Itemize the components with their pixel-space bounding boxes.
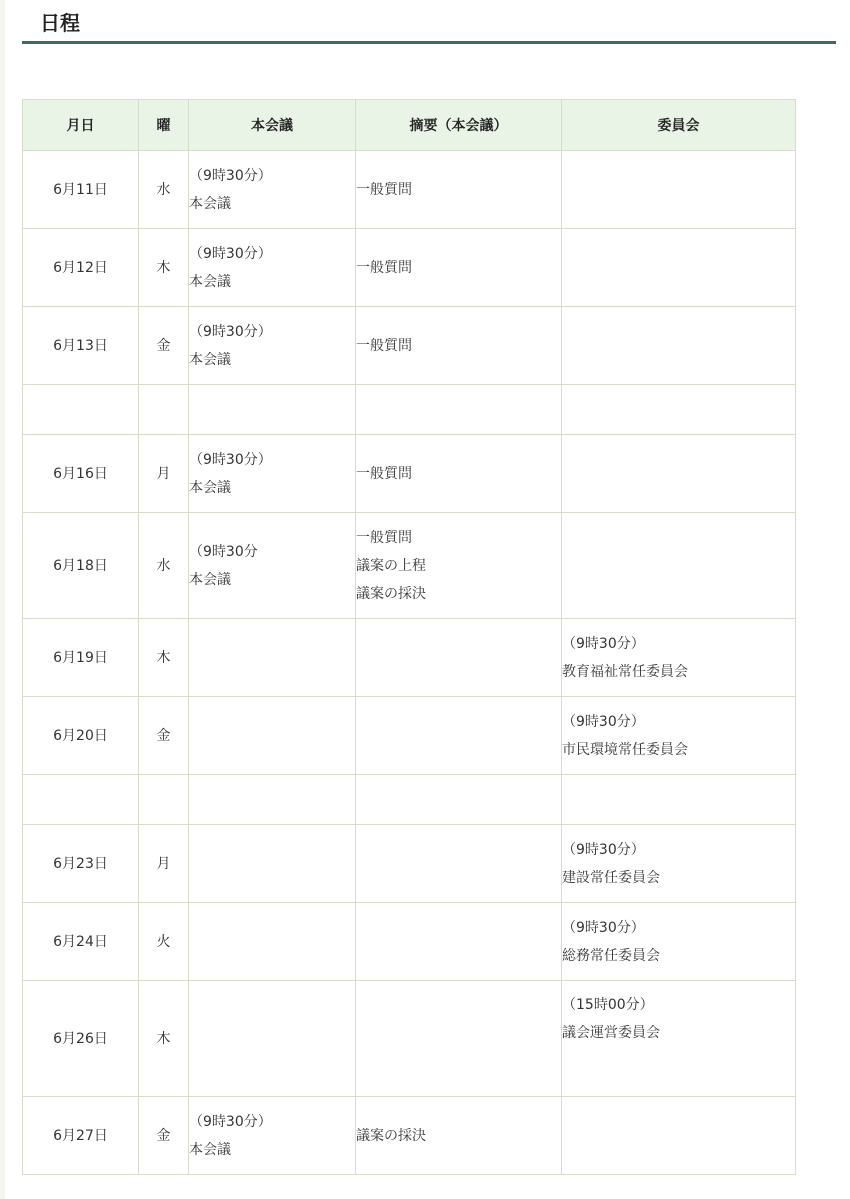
section-heading	[22, 0, 836, 44]
summary-cell	[356, 775, 562, 825]
summary-cell	[356, 981, 562, 1097]
plenary-cell	[189, 435, 356, 513]
plenary-time: （9時30分）	[189, 323, 272, 340]
date-cell: 6月24日	[23, 903, 139, 981]
summary-item: 一般質問	[356, 337, 412, 354]
table-row	[23, 229, 796, 307]
section-title: 日程	[40, 11, 80, 35]
date-cell: 6月18日	[23, 513, 139, 619]
plenary-label: 本会議	[189, 273, 231, 290]
weekday-cell: 水	[139, 513, 189, 619]
summary-cell	[356, 435, 562, 513]
date-cell: 6月16日	[23, 435, 139, 513]
column-header-committee: 委員会	[562, 100, 796, 151]
weekday-cell: 金	[139, 697, 189, 775]
plenary-cell	[189, 229, 356, 307]
committee-time: （9時30分）	[562, 919, 645, 936]
date-cell: 6月23日	[23, 825, 139, 903]
committee-name: 総務常任委員会	[562, 947, 660, 964]
plenary-cell	[189, 151, 356, 229]
committee-cell	[562, 775, 796, 825]
plenary-cell	[189, 1097, 356, 1175]
table-row	[23, 151, 796, 229]
committee-cell	[562, 151, 796, 229]
committee-cell	[562, 981, 796, 1097]
plenary-time: （9時30分	[189, 543, 258, 560]
committee-cell	[562, 619, 796, 697]
weekday-cell: 金	[139, 1097, 189, 1175]
committee-name: 教育福祉常任委員会	[562, 663, 688, 680]
committee-cell	[562, 825, 796, 903]
date-cell: 6月13日	[23, 307, 139, 385]
plenary-time: （9時30分）	[189, 167, 272, 184]
table-row	[23, 619, 796, 697]
plenary-label: 本会議	[189, 195, 231, 212]
table-row-empty	[23, 775, 796, 825]
column-header-weekday: 曜	[139, 100, 189, 151]
summary-cell	[356, 229, 562, 307]
table-row	[23, 903, 796, 981]
summary-cell	[356, 385, 562, 435]
weekday-cell	[139, 385, 189, 435]
plenary-label: 本会議	[189, 571, 231, 588]
plenary-time: （9時30分）	[189, 1113, 272, 1130]
plenary-label: 本会議	[189, 351, 231, 368]
table-row	[23, 307, 796, 385]
schedule-table	[22, 99, 796, 1175]
plenary-cell	[189, 775, 356, 825]
summary-cell	[356, 513, 562, 619]
committee-cell	[562, 229, 796, 307]
committee-cell	[562, 697, 796, 775]
plenary-cell	[189, 903, 356, 981]
summary-cell	[356, 903, 562, 981]
table-row	[23, 825, 796, 903]
table-row-empty	[23, 385, 796, 435]
committee-cell	[562, 307, 796, 385]
date-cell	[23, 385, 139, 435]
weekday-cell: 金	[139, 307, 189, 385]
date-cell: 6月19日	[23, 619, 139, 697]
summary-cell	[356, 697, 562, 775]
column-header-summary: 摘要（本会議）	[356, 100, 562, 151]
committee-cell	[562, 1097, 796, 1175]
committee-cell	[562, 513, 796, 619]
committee-cell	[562, 903, 796, 981]
date-cell: 6月26日	[23, 981, 139, 1097]
plenary-time: （9時30分）	[189, 451, 272, 468]
plenary-label: 本会議	[189, 1141, 231, 1158]
committee-time: （9時30分）	[562, 635, 645, 652]
plenary-label: 本会議	[189, 479, 231, 496]
plenary-time: （9時30分）	[189, 245, 272, 262]
summary-cell	[356, 1097, 562, 1175]
committee-cell	[562, 435, 796, 513]
summary-item: 一般質問	[356, 465, 412, 482]
committee-name: 市民環境常任委員会	[562, 741, 688, 758]
summary-item: 議案の上程	[356, 557, 426, 574]
date-cell: 6月27日	[23, 1097, 139, 1175]
committee-name: 建設常任委員会	[562, 869, 660, 886]
weekday-cell: 月	[139, 435, 189, 513]
summary-cell	[356, 825, 562, 903]
committee-time: （15時00分）	[562, 997, 654, 1013]
summary-item: 議案の採決	[356, 1127, 426, 1144]
plenary-cell	[189, 513, 356, 619]
page-left-rail	[0, 0, 5, 1199]
weekday-cell: 火	[139, 903, 189, 981]
column-header-plenary: 本会議	[189, 100, 356, 151]
weekday-cell: 月	[139, 825, 189, 903]
table-row	[23, 513, 796, 619]
column-header-date: 月日	[23, 100, 139, 151]
committee-time: （9時30分）	[562, 713, 645, 730]
summary-cell	[356, 151, 562, 229]
plenary-cell	[189, 619, 356, 697]
table-row	[23, 1097, 796, 1175]
summary-cell	[356, 619, 562, 697]
table-row	[23, 435, 796, 513]
plenary-cell	[189, 825, 356, 903]
committee-name: 議会運営委員会	[562, 1025, 660, 1041]
plenary-cell	[189, 697, 356, 775]
weekday-cell	[139, 775, 189, 825]
summary-item: 議案の採決	[356, 585, 426, 602]
table-row	[23, 981, 796, 1097]
weekday-cell: 木	[139, 981, 189, 1097]
plenary-cell	[189, 307, 356, 385]
plenary-cell	[189, 981, 356, 1097]
summary-item: 一般質問	[356, 259, 412, 276]
date-cell: 6月12日	[23, 229, 139, 307]
weekday-cell: 水	[139, 151, 189, 229]
summary-item: 一般質問	[356, 529, 412, 546]
summary-item: 一般質問	[356, 181, 412, 198]
committee-cell	[562, 385, 796, 435]
plenary-cell	[189, 385, 356, 435]
table-row	[23, 697, 796, 775]
summary-cell	[356, 307, 562, 385]
date-cell	[23, 775, 139, 825]
weekday-cell: 木	[139, 229, 189, 307]
weekday-cell: 木	[139, 619, 189, 697]
committee-time: （9時30分）	[562, 841, 645, 858]
date-cell: 6月11日	[23, 151, 139, 229]
table-header-row	[23, 100, 796, 151]
date-cell: 6月20日	[23, 697, 139, 775]
